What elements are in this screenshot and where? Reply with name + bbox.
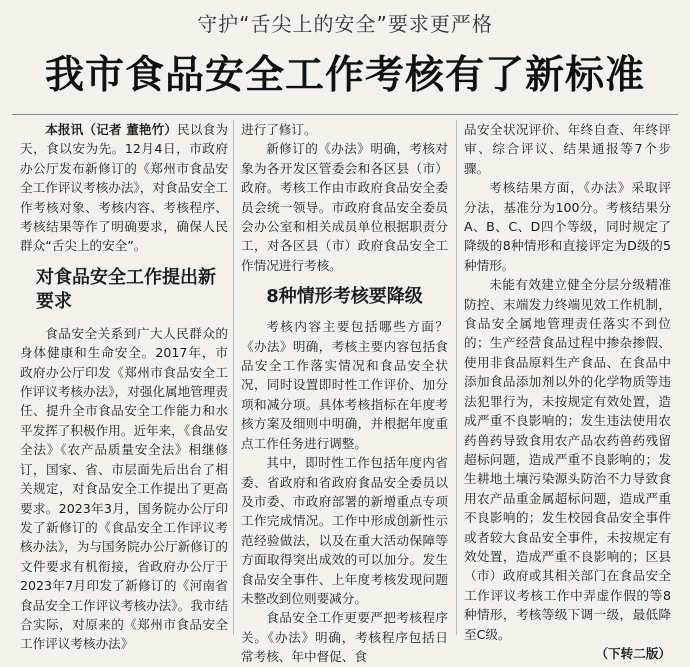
paragraph: 考核内容主要包括哪些方面？《办法》明确，考核主要内容包括食品安全工作落实情况和食品安全状况，同时设置即时性工作评价、加分项和减分项。具体考核指标在年度考核方案及细则中明确，并根据年度重点工作任务进行调整。: [241, 319, 448, 451]
subheading-new-requirements: 对食品安全工作提出新要求: [36, 266, 216, 312]
article-column-3: [464, 120, 671, 663]
paragraph: 新修订的《办法》明确，考核对象为各开发区管委会和各区县（市）政府。考核工作由市政府食品安全委员会统一领导。市政府食品安全委员会办公室和相关成员单位根据职责分工，对各区县（市）政府食品安全工作情况进行考核。: [241, 141, 448, 273]
paragraph: 进行了修订。: [241, 122, 317, 137]
paragraph: 未能有效建立健全分层分级精准防控、末端发力终端见效工作机制，食品安全属地管理责任落实不到位的；生产经营食品过程中掺杂掺假、使用非食品原料生产食品、在食品中添加食品添加剂以外的化学物质等违法犯罪行为，未按规定有效处置，造成严重不良影响的；发生违法使用农药兽药导致食用农产品农药兽药残留超标问题，造成严重不良影响的；发生耕地土壤污染源头防治不力导致食用农产品重金属超标问题，造成严重不良影响的；发生校园食品安全事件或者较大食品安全事件，未按规定有效处置，造成严重不良影响的；区县（市）政府或其相关部门在食品安全工作评议考核工作中弄虚作假的等8种情形，考核等级下调一级，最低降至C级。: [464, 277, 671, 642]
byline: 本报讯（记者 董艳竹）: [45, 122, 178, 137]
article-column-1: [20, 120, 228, 654]
column-divider: [456, 120, 457, 635]
column-divider: [233, 120, 234, 635]
paragraph: 食品安全工作更要严把考核程序关。《办法》明确，考核程序包括日常考核、年中督促、食: [241, 610, 448, 665]
kicker-title: 守护“舌尖上的安全”要求更严格: [197, 12, 493, 36]
continued-on-page-2[interactable]: （下转二版）: [595, 645, 671, 661]
paragraph: 品安全状况评价、年终自查、年终评审、综合评议、结果通报等7个步骤。: [464, 122, 671, 176]
paragraph: 食品安全关系到广大人民群众的身体健康和生命安全。2017年，市政府办公厅印发《郑州市食品安全工作评议考核办法》，对强化属地管理责任、提升全市食品安全工作能力和水平发挥了积极作用。近年来，《食品安全法》《农产品质量安全法》相继修订，国家、省、市层面先后出台了相关规定，对食品安全工作提出了更高要求。2023年3月，国务院办公厅印发了新修订的《食品安全工作评议考核办法》，为与国务院办公厅新修订的文件要求有机衔接，省政府办公厅于2023年7月印发了新修订的《河南省食品安全工作评议考核办法》。我市结合实际，对原来的《郑州市食品安全工作评议考核办法》: [20, 325, 228, 652]
headline: 我市食品安全工作考核有了新标准: [44, 53, 645, 98]
article-column-2: [241, 120, 448, 667]
paragraph: 考核结果方面，《办法》采取评分法，基准分为100分。考核结果分A、B、C、D四个等级，同时规定了降级的8种情形和直接评定为D级的5种情形。: [464, 180, 671, 273]
paragraph: 其中，即时性工作包括年度内省委、省政府和省政府食品安全委员以及市委、市政府部署的新增重点专项工作完成情况。工作中形成创新性示范经验做法，以及在重大活动保障等方面取得突出成效的可以加分。发生食品安全事件、上年度考核发现问题未整改到位则要减分。: [241, 455, 448, 606]
divider-line: [12, 114, 678, 115]
intro-text: 民以食为天，食以安为先。12月4日，市政府办公厅发布新修订的《郑州市食品安全工作评议考核办法》，对食品安全工作考核对象、考核内容、考核程序、考核结果等作了明确要求，确保人民群众“舌尖上的安全”。: [20, 122, 228, 254]
subheading-downgrade-cases: 8种情形考核要降级: [266, 286, 423, 308]
